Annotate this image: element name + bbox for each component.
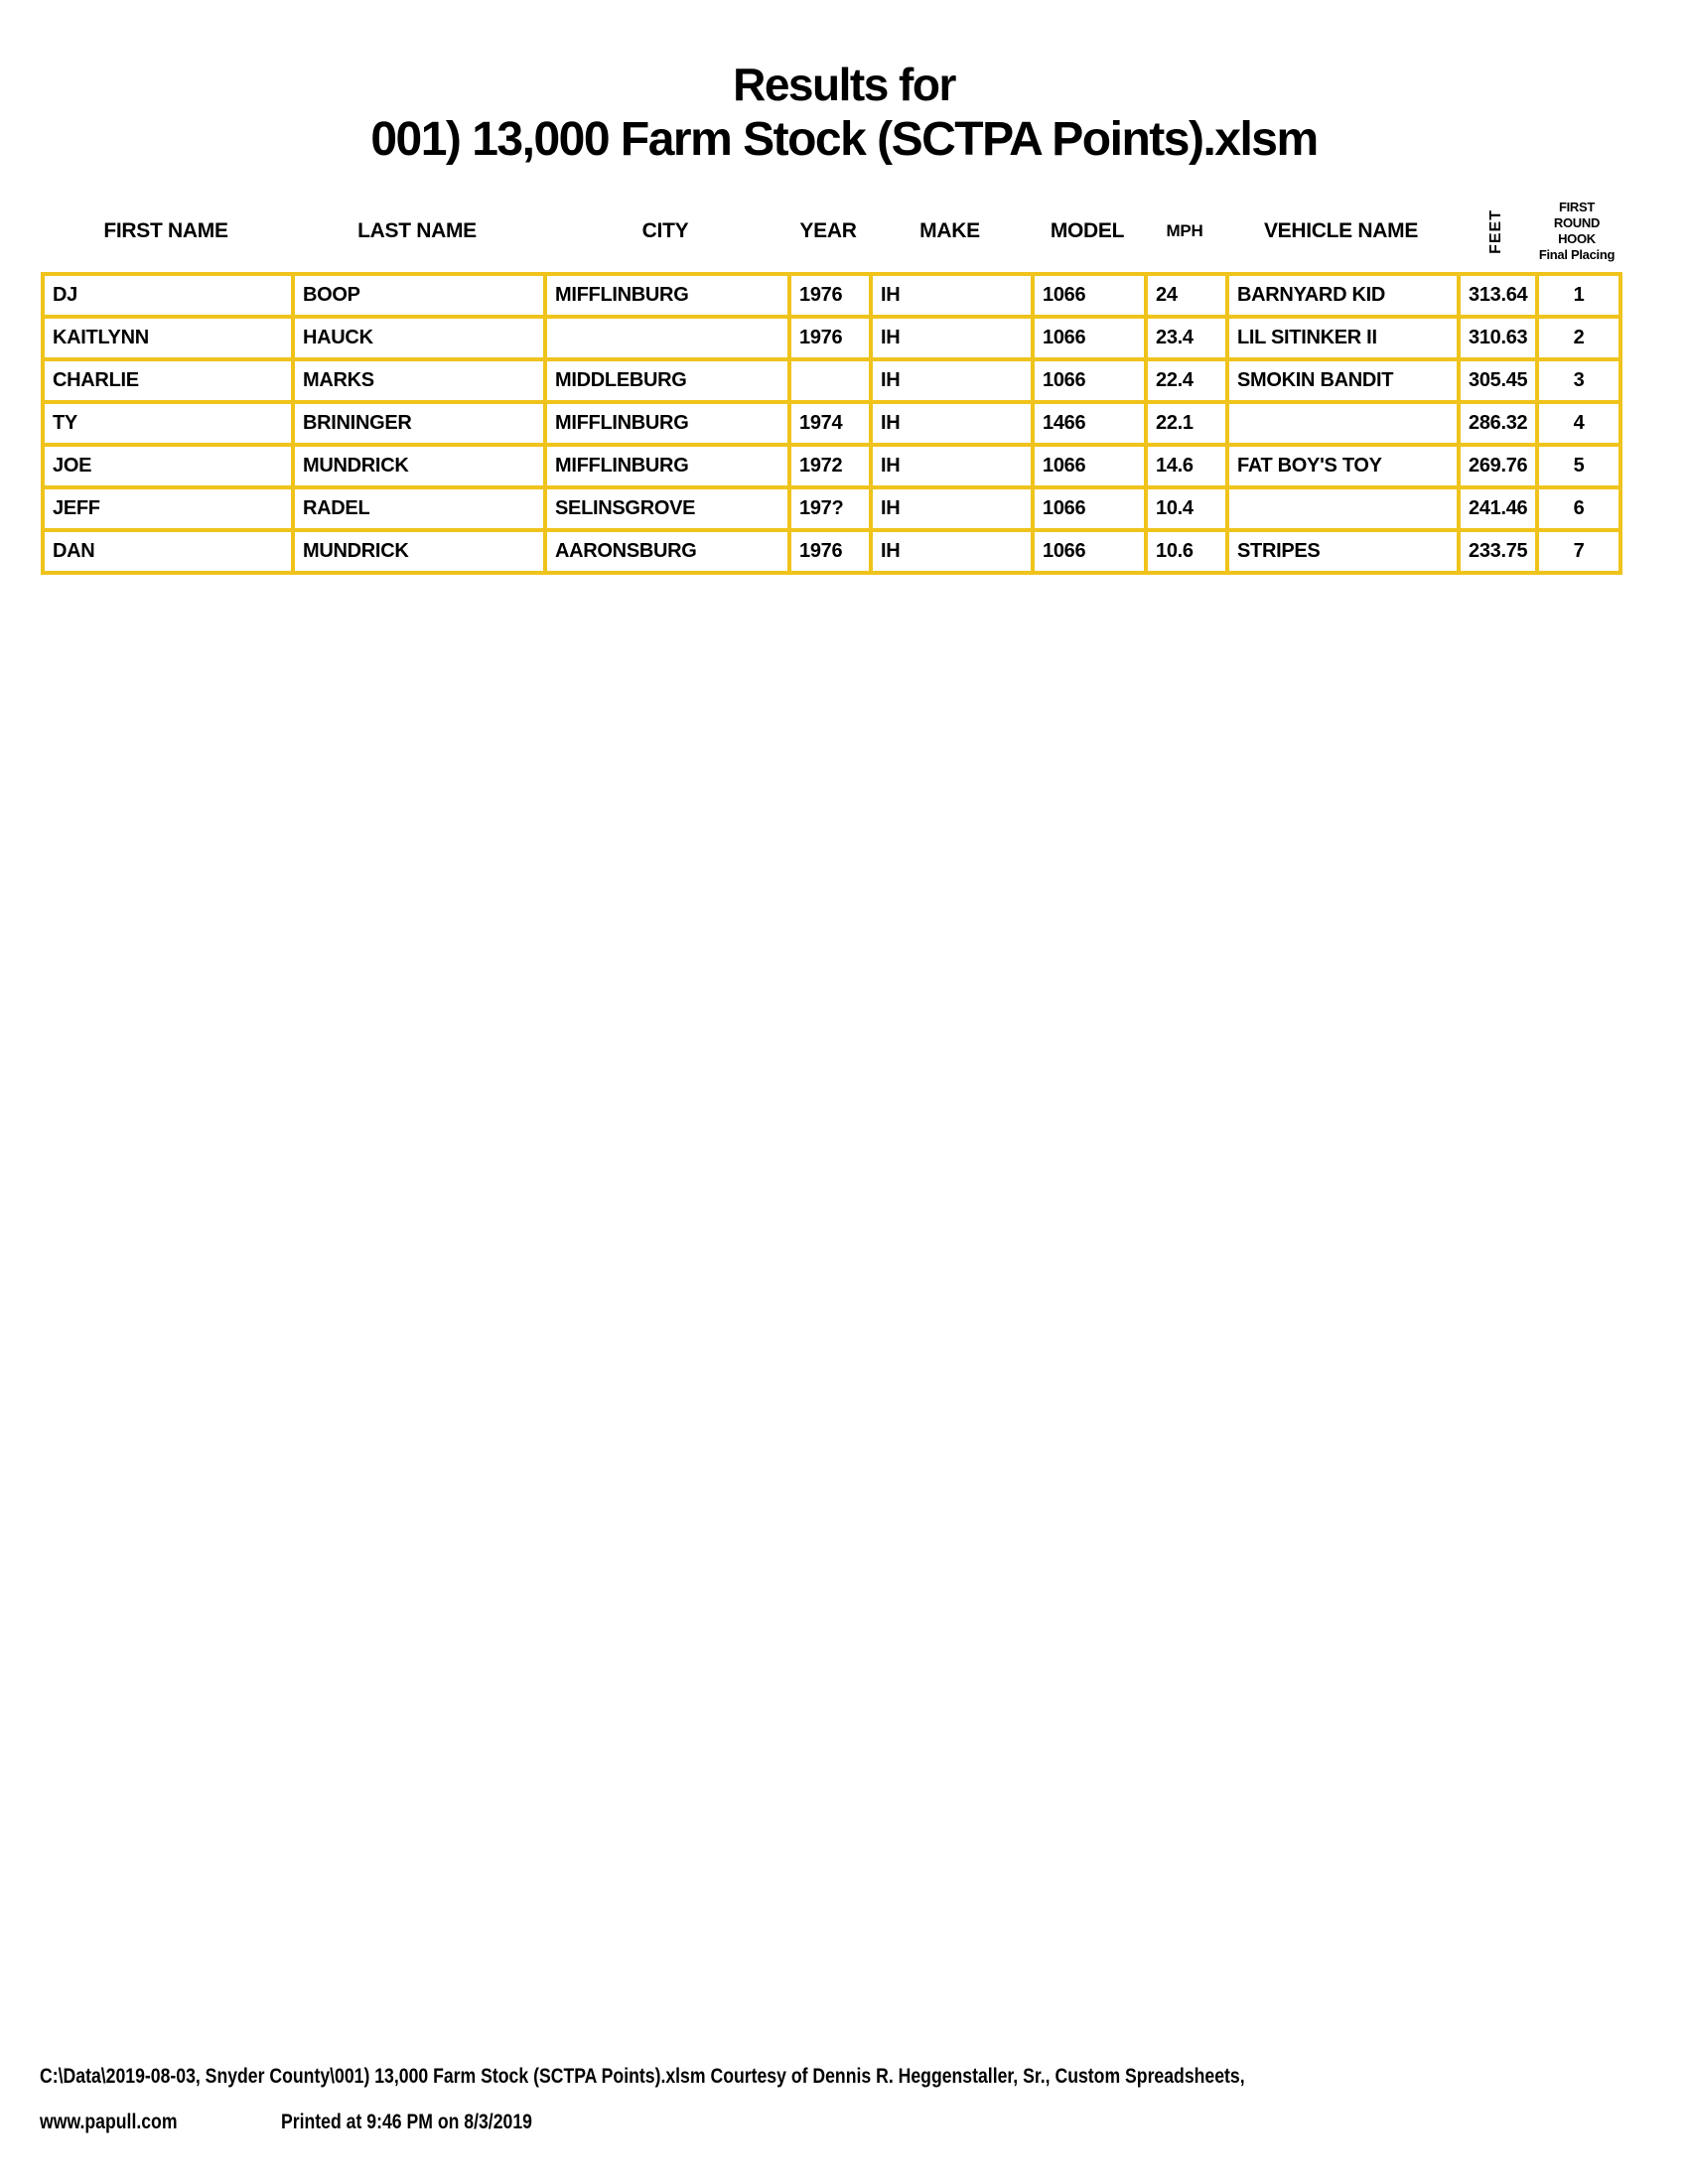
table-cell: IH [871,359,1033,402]
table-cell: MUNDRICK [293,530,545,573]
table-header-row [41,191,1618,272]
table-cell: MUNDRICK [293,445,545,487]
table-cell: 1976 [789,317,871,359]
table-cell: 286.32 [1459,402,1537,445]
table-cell: LIL SITINKER II [1227,317,1459,359]
table-row [43,274,1620,317]
table-cell: 14.6 [1146,445,1227,487]
table-cell: 1066 [1033,445,1146,487]
table-cell: 1066 [1033,530,1146,573]
table-cell: 10.6 [1146,530,1227,573]
table-cell: FAT BOY'S TOY [1227,445,1459,487]
table-cell: 197? [789,487,871,530]
table-cell: KAITLYNN [43,317,293,359]
table-cell: SELINSGROVE [545,487,789,530]
table-cell: 269.76 [1459,445,1537,487]
hook-header-line1: FIRST ROUND [1553,200,1601,230]
table-cell: MIFFLINBURG [545,402,789,445]
column-header-feet [1457,191,1535,272]
table-cell: 241.46 [1459,487,1537,530]
table-cell: 22.1 [1146,402,1227,445]
page-title-line1: Results for [733,59,955,110]
table-cell: IH [871,445,1033,487]
table-cell: DAN [43,530,293,573]
column-header-mph: MPH [1166,221,1203,240]
column-header-city: CITY [641,219,689,242]
table-cell: 1976 [789,274,871,317]
footer-printed-text: Printed at 9:46 PM on 8/3/2019 [281,2111,532,2133]
table-cell: 313.64 [1459,274,1537,317]
table-cell: IH [871,274,1033,317]
table-cell: SMOKIN BANDIT [1227,359,1459,402]
table-cell: JEFF [43,487,293,530]
table-cell: 1066 [1033,487,1146,530]
results-table-body [43,274,1620,573]
table-cell: MIFFLINBURG [545,274,789,317]
table-cell: 1466 [1033,402,1146,445]
column-header-model: MODEL [1050,219,1125,242]
table-cell: 4 [1537,402,1620,445]
table-row [43,402,1620,445]
footer-file-path-text: C:\Data\2019-08-03, Snyder County\001) 13,000 Farm Stock (SCTPA Points).xlsm Courtesy of Dennis R. Heggenstaller, Sr., Custom Spreadsheets, [40,2065,1245,2088]
table-cell: IH [871,402,1033,445]
table-cell: 10.4 [1146,487,1227,530]
table-cell: 233.75 [1459,530,1537,573]
table-cell: IH [871,487,1033,530]
column-header-vehicle-name: VEHICLE NAME [1263,219,1419,242]
table-row [43,530,1620,573]
table-cell: 1976 [789,530,871,573]
table-cell: JOE [43,445,293,487]
table-cell: 23.4 [1146,317,1227,359]
footer-printed-timestamp [281,2111,580,2134]
table-cell: 7 [1537,530,1620,573]
table-cell [1227,487,1459,530]
page-footer [40,2065,1648,2136]
table-cell: 6 [1537,487,1620,530]
table-cell: MIFFLINBURG [545,445,789,487]
table-cell: CHARLIE [43,359,293,402]
table-cell: 1974 [789,402,871,445]
hook-header-line2: HOOK [1558,231,1596,246]
footer-website [40,2111,204,2134]
table-cell: 305.45 [1459,359,1537,402]
table-cell: 5 [1537,445,1620,487]
table-cell: HAUCK [293,317,545,359]
table-cell: RADEL [293,487,545,530]
table-cell: IH [871,317,1033,359]
table-cell: 1972 [789,445,871,487]
column-header-make: MAKE [919,219,980,242]
table-cell: BOOP [293,274,545,317]
table-cell [545,317,789,359]
footer-website-text: www.papull.com [40,2111,178,2133]
table-cell: MARKS [293,359,545,402]
table-cell: IH [871,530,1033,573]
table-cell: 3 [1537,359,1620,402]
footer-file-path [40,2065,1648,2089]
table-cell: DJ [43,274,293,317]
column-header-last-name: LAST NAME [357,219,477,242]
page-title [0,60,1688,167]
table-cell: TY [43,402,293,445]
table-row [43,445,1620,487]
page-title-filename: 001) 13,000 Farm Stock (SCTPA Points).xlsm [370,113,1318,166]
table-cell: 22.4 [1146,359,1227,402]
results-table [41,272,1622,575]
table-cell: 310.63 [1459,317,1537,359]
table-row [43,359,1620,402]
table-row [43,487,1620,530]
hook-header-line3: Final Placing [1538,247,1616,262]
table-cell: 1066 [1033,317,1146,359]
table-cell: 24 [1146,274,1227,317]
table-cell: 1066 [1033,274,1146,317]
table-cell [789,359,871,402]
table-cell: BRININGER [293,402,545,445]
footer-second-line [40,2111,1648,2136]
column-header-final-placing [1535,200,1618,263]
table-cell [1227,402,1459,445]
feet-vertical-label: FEET [1486,208,1504,254]
table-cell: 1 [1537,274,1620,317]
table-row [43,317,1620,359]
table-cell: MIDDLEBURG [545,359,789,402]
table-cell: BARNYARD KID [1227,274,1459,317]
column-header-year: YEAR [799,219,857,242]
table-cell: 1066 [1033,359,1146,402]
table-cell: STRIPES [1227,530,1459,573]
table-cell: 2 [1537,317,1620,359]
column-header-first-name: FIRST NAME [103,219,228,242]
table-cell: AARONSBURG [545,530,789,573]
